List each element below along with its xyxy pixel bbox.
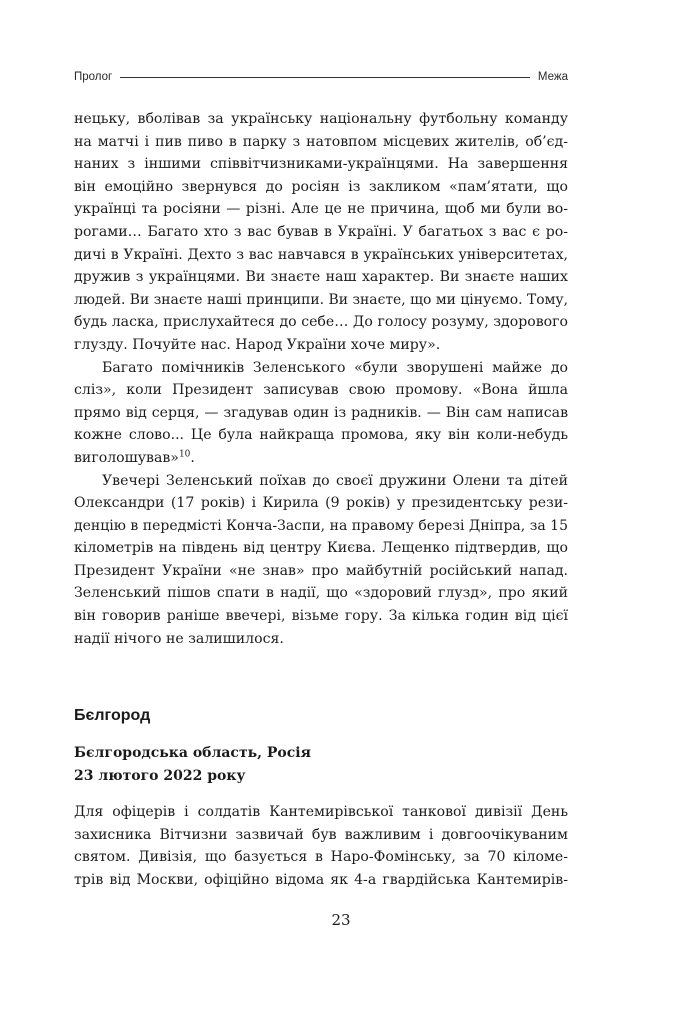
header-rule	[120, 77, 530, 78]
text-line: Президент України «не знав» про майбутній російський напад.	[74, 562, 568, 579]
text-line: нецьку, вболівав за українську національну футбольну команду	[74, 111, 568, 127]
text-line: дичі в Україні. Дехто з вас навчався в українських університетах,	[74, 246, 568, 263]
section-heading: Бєлгород	[74, 707, 151, 724]
page-number: 23	[331, 911, 351, 929]
text-line: святом. Дивізія, що базується в Наро-Фомінську, за 70 кіломе-	[74, 849, 568, 866]
dateline-place: Бєлгородська область, Росія	[74, 745, 311, 761]
text-line: Увечері Зеленський поїхав до своєї дружини Олени та дітей	[102, 472, 568, 489]
section-text-block	[74, 801, 568, 891]
text-line: захисника Вітчизни зазвичай був важливим і довгоочікуваним	[74, 826, 568, 843]
dateline-date: 23 лютого 2022 року	[74, 768, 246, 784]
text-line: Зеленський пішов спати в надії, що «здоровий глузд», про який	[74, 585, 568, 602]
text-line: на матчі і пив пиво в парку з натовпом місцевих жителів, об’єд-	[74, 133, 568, 150]
text-line: Олександри (17 років) і Кирила (9 років) у президентську рези-	[74, 495, 568, 512]
text-line	[74, 447, 568, 470]
text-line: будь ласка, прислухайтеся до себе… До голосу розуму, здорового	[74, 314, 568, 331]
text-line: дружив з українцями. Ви знаєте наш характер. Ви знаєте наших	[74, 269, 568, 286]
footnote-marker: 10	[178, 449, 191, 460]
text-line: кілометрів на південь від центру Києва. Лещенко підтвердив, що	[74, 540, 568, 557]
running-header	[74, 67, 568, 87]
main-text-block	[74, 108, 568, 650]
text-line: людей. Ви знаєте наші принципи. Ви знаєте, що ми цінуємо. Тому,	[74, 291, 568, 308]
text-line: трів від Москви, офіційно відома як 4-а гвардійська Кантемирів-	[74, 871, 568, 888]
text-line: сліз», коли Президент записував свою промову. «Вона йшла	[74, 382, 568, 399]
sentence-period: .	[190, 449, 195, 466]
header-chapter-title: Межа	[537, 71, 568, 83]
text-line: Багато помічників Зеленського «були зворушені майже до	[102, 359, 568, 376]
text-line: він говорив раніше ввечері, візьме гору. За кілька годин від цієї	[74, 608, 568, 625]
text-line: прямо від серця, — згадував один із радників. — Він сам написав	[74, 404, 568, 421]
text-line: він емоційно звернувся до росіян із закликом «пам’ятати, що	[74, 178, 568, 195]
text-line: Для офіцерів і солдатів Кантемирівської танкової дивізії День	[74, 804, 568, 820]
text-line: надії нічого не залишилося.	[74, 630, 284, 647]
header-section-title: Пролог	[74, 71, 113, 83]
text-line: наних з іншими співвітчизниками-українцями. На завершення	[74, 156, 568, 173]
text-line: українці та росіяни — різні. Але це не причина, щоб ми були во-	[74, 201, 568, 218]
quote-end-text: виголошував»	[74, 449, 179, 466]
dateline	[74, 742, 311, 788]
text-line: глузду. Почуйте нас. Народ України хоче миру».	[74, 336, 441, 353]
text-line: денцію в передмісті Конча-Заспи, на правому березі Дніпра, за 15	[74, 517, 568, 534]
text-line: кожне слово... Це була найкраща промова, яку він коли-небудь	[74, 427, 568, 444]
text-line: рогами… Багато хто з вас бував в Україні. У багатьох з вас є ро-	[74, 223, 568, 240]
